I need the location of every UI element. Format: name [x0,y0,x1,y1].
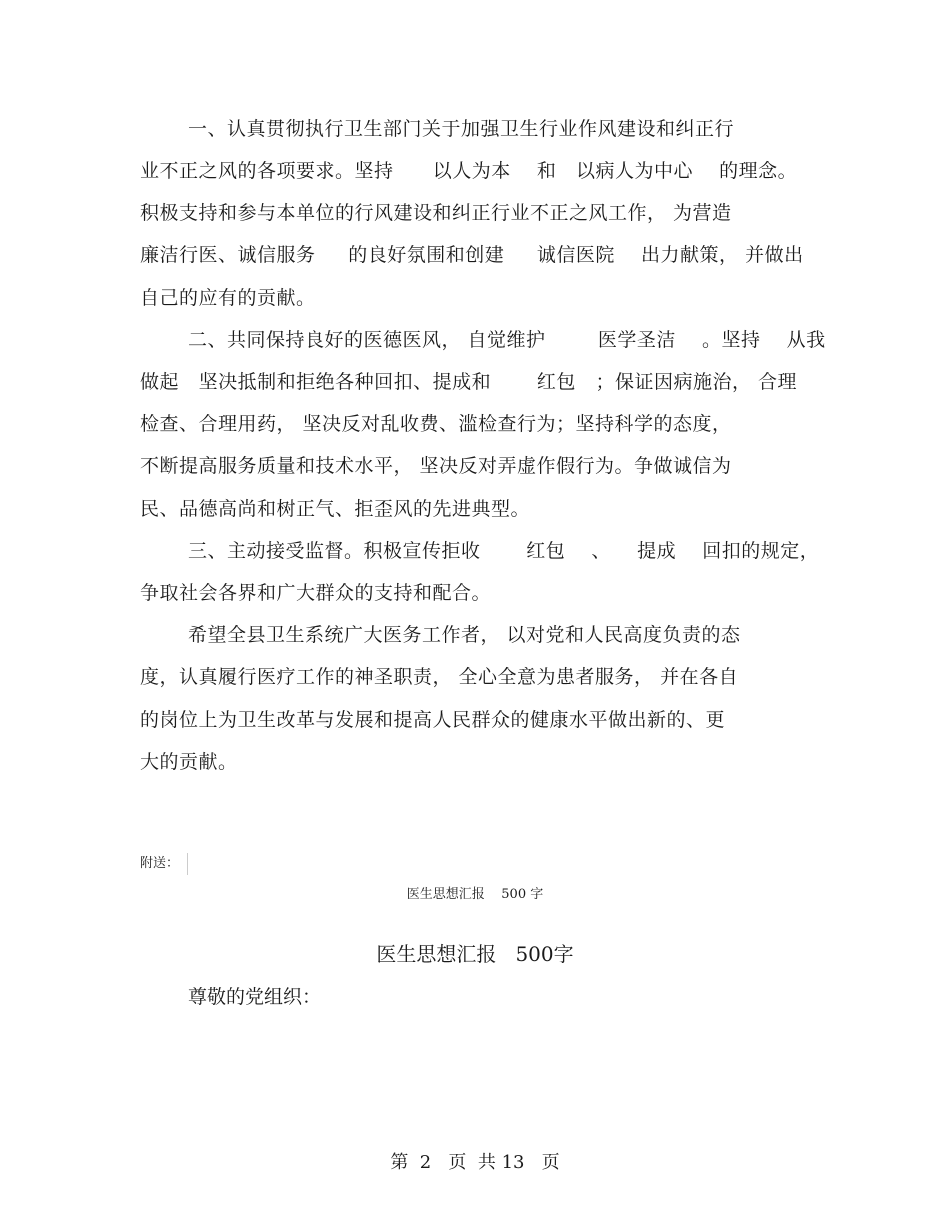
paragraph-line: 二、共同保持良好的医德医风， 自觉维护 医学圣洁 。坚持 从我 [188,329,826,351]
paragraph-line: 积极支持和参与本单位的行风建设和纠正行业不正之风工作， 为营造 [140,202,732,224]
paragraph-line: 不断提高服务质量和技术水平， 坚决反对弄虚作假行为。争做诚信为 [140,455,732,477]
paragraph-line: 检查、合理用药， 坚决反对乱收费、滥检查行为；坚持科学的态度， [140,413,732,435]
paragraph-line: 廉洁行医、诚信服务 的良好氛围和创建 诚信医院 出力献策， 并做出 [140,244,804,266]
paragraph-line: 三、主动接受监督。积极宣传拒收 红包 、 提成 回扣的规定， [188,540,820,562]
paragraph-line: 的岗位上为卫生改革与发展和提高人民群众的健康水平做出新的、更 [140,709,726,731]
paragraph-line: 一、认真贯彻执行卫生部门关于加强卫生行业作风建设和纠正行 [188,118,735,140]
salutation: 尊敬的党组织： [188,986,322,1008]
divider [187,853,188,875]
paragraph-line: 争取社会各界和广大群众的支持和配合。 [140,582,492,604]
report-title: 医生思想汇报 500字 [376,942,574,966]
paragraph-line: 度，认真履行医疗工作的神圣职责， 全心全意为患者服务， 并在各自 [140,666,739,688]
paragraph-line: 大的贡献。 [140,751,238,773]
paragraph-line: 希望全县卫生系统广大医务工作者， 以对党和人民高度负责的态 [188,624,741,646]
paragraph-line: 业不正之风的各项要求。坚持 以人为本 和 以病人为中心 的理念。 [140,160,798,182]
paragraph-line: 自己的应有的贡献。 [140,287,316,309]
page-number: 第 2 页 共 13 页 [390,1152,560,1173]
paragraph-line: 做起 坚决抵制和拒绝各种回扣、提成和 红包 ；保证因病施治， 合理 [140,371,798,393]
attachment-title: 医生思想汇报 500 字 [406,887,544,902]
attachment-label: 附送： [140,856,180,871]
paragraph-line: 民、品德高尚和树正气、拒歪风的先进典型。 [140,498,531,520]
